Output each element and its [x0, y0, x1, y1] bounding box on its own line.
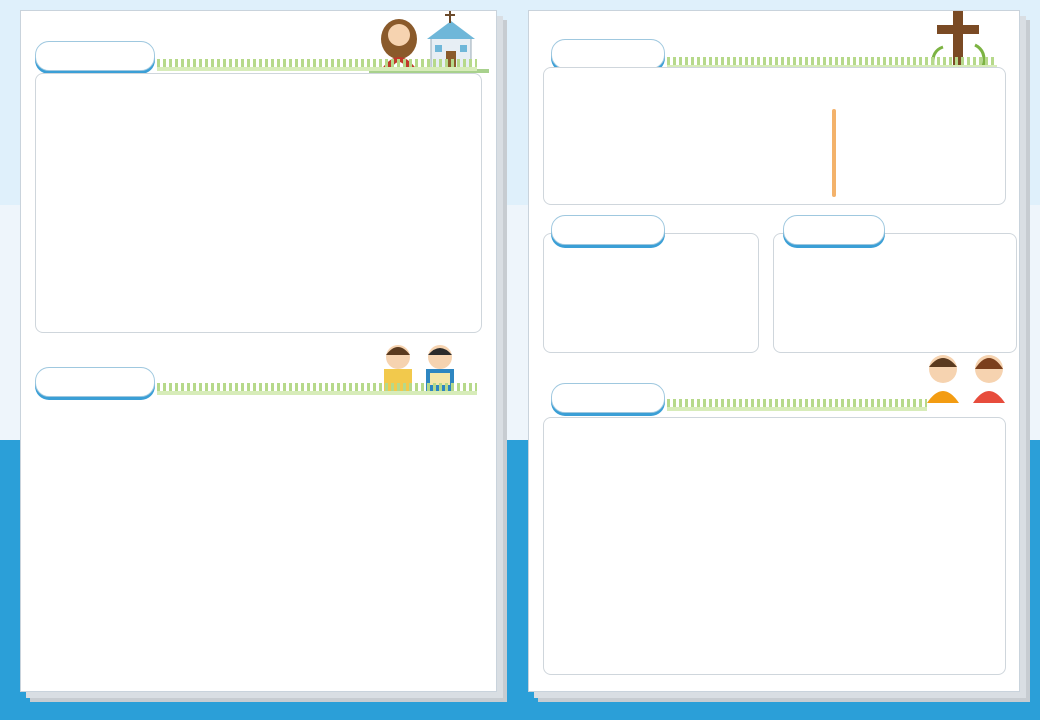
verse-section-title [35, 367, 155, 397]
cleaning-section-title [551, 215, 665, 245]
offering-title-divider [667, 399, 927, 407]
worship-order-box [35, 73, 482, 333]
verse-title-divider [157, 383, 477, 391]
praying-children-illustration [919, 351, 1015, 403]
children-box [773, 233, 1017, 353]
worship-section-title [35, 41, 155, 71]
prayer-box [543, 67, 1006, 205]
prayer-column-separator [832, 109, 836, 197]
prayer-title-divider [667, 57, 997, 65]
left-page [20, 10, 497, 692]
prayer-section-title [551, 39, 665, 69]
children-section-title [783, 215, 885, 245]
right-page [528, 10, 1020, 692]
offering-box [543, 417, 1006, 675]
cleaning-box [543, 233, 759, 353]
worship-title-divider [157, 59, 477, 67]
offering-section-title [551, 383, 665, 413]
